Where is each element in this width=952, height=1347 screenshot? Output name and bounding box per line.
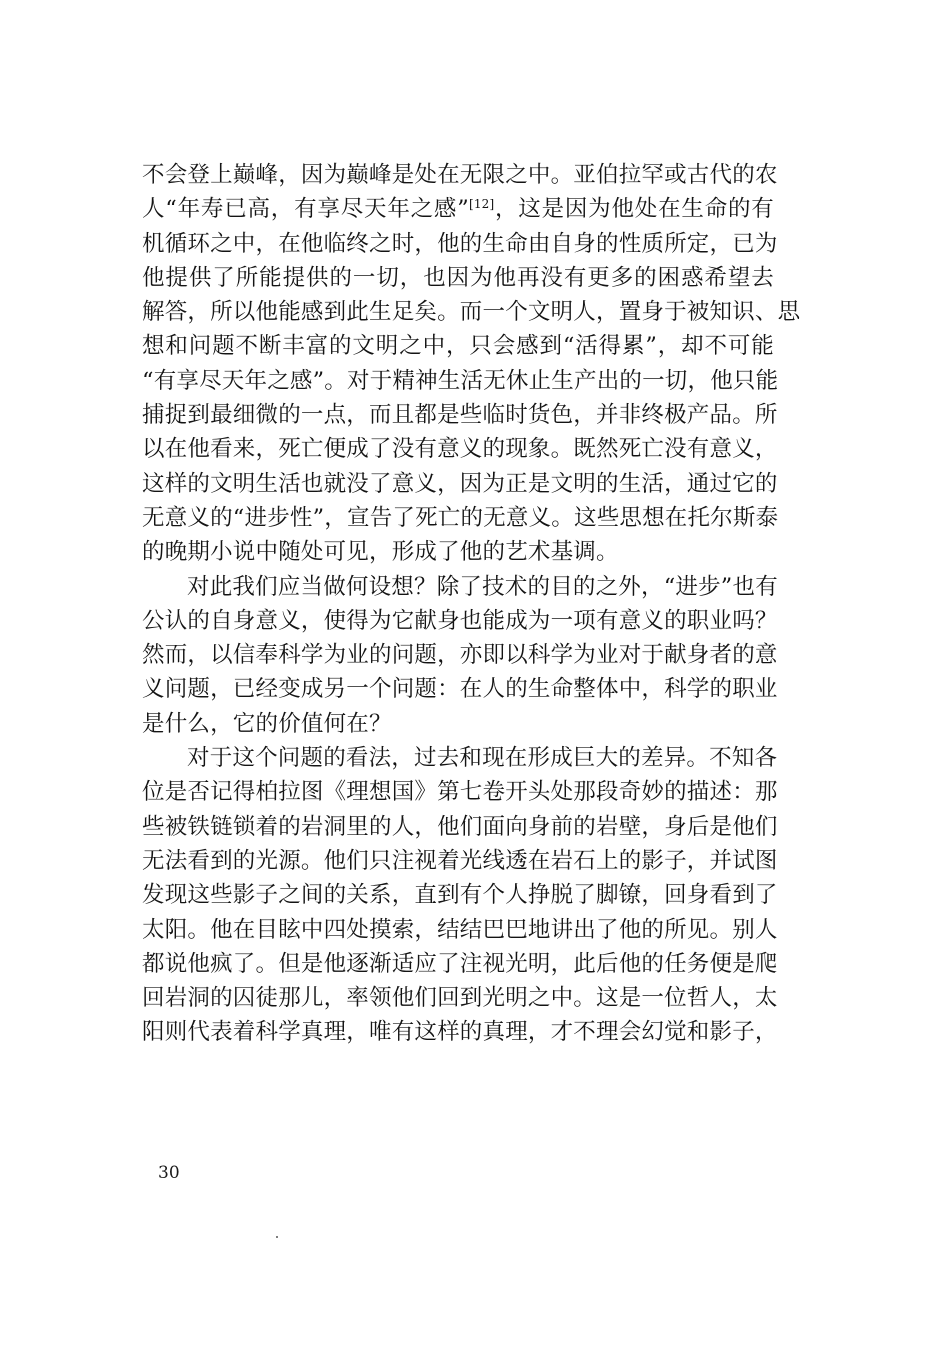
text-line: 对于这个问题的看法，过去和现在形成巨大的差异。不知各 xyxy=(187,745,778,772)
text-line: “有享尽天年之感”。对于精神生活无休止生产出的一切，他只能 xyxy=(142,367,779,394)
text-line: 义问题，已经变成另一个问题：在人的生命整体中，科学的职业 xyxy=(142,676,778,703)
paragraph-1 xyxy=(142,158,801,570)
body-text xyxy=(142,158,801,1050)
text-line: 些被铁链锁着的岩洞里的人，他们面向身前的岩壁，身后是他们 xyxy=(142,813,778,840)
text-line: 他提供了所能提供的一切，也因为他再没有更多的困惑希望去 xyxy=(142,264,774,291)
text-line: 无意义的“进步性”，宣告了死亡的无意义。这些思想在托尔斯泰 xyxy=(142,504,779,531)
text-line: 都说他疯了。但是他逐渐适应了注视光明，此后他的任务便是爬 xyxy=(142,950,778,977)
text-line: 这样的文明生活也就没了意义，因为正是文明的生活，通过它的 xyxy=(142,470,778,497)
text-line: 解答，所以他能感到此生足矣。而一个文明人，置身于被知识、思 xyxy=(142,299,801,326)
text-line: 以在他看来，死亡便成了没有意义的现象。既然死亡没有意义， xyxy=(142,436,778,463)
text-line: 阳则代表着科学真理，唯有这样的真理，才不理会幻觉和影子， xyxy=(142,1019,778,1046)
text-line: 发现这些影子之间的关系，直到有个人挣脱了脚镣，回身看到了 xyxy=(142,882,778,909)
text-line: 的晚期小说中随处可见，形成了他的艺术基调。 xyxy=(142,539,619,566)
paragraph-2 xyxy=(142,570,778,741)
text-line: 捕捉到最细微的一点，而且都是些临时货色，并非终极产品。所 xyxy=(142,402,778,429)
text-line: 机循环之中，在他临终之时，他的生命由自身的性质所定，已为 xyxy=(142,230,778,257)
text-line: 无法看到的光源。他们只注视着光线透在岩石上的影子，并试图 xyxy=(142,847,778,874)
paragraph-3 xyxy=(142,741,778,1050)
text-line: 回岩洞的囚徒那儿，率领他们回到光明之中。这是一位哲人，太 xyxy=(142,985,778,1012)
text-line xyxy=(142,192,774,226)
text-line: 太阳。他在目眩中四处摸索，结结巴巴地讲出了他的所见。别人 xyxy=(142,916,778,943)
text-line: 是什么，它的价值何在？ xyxy=(142,710,392,737)
text-line: 不会登上巅峰，因为巅峰是处在无限之中。亚伯拉罕或古代的农 xyxy=(142,162,778,188)
footnote-marker: [12] xyxy=(468,197,495,212)
text-segment: ，这是因为他处在生命的有 xyxy=(494,196,774,223)
text-line: 公认的自身意义，使得为它献身也能成为一项有意义的职业吗？ xyxy=(142,607,778,634)
text-segment: 人“年寿已高，有享尽天年之感” xyxy=(142,196,469,223)
scan-speck xyxy=(276,1236,278,1238)
page-number: 30 xyxy=(158,1163,180,1183)
text-line: 位是否记得柏拉图《理想国》第七卷开头处那段奇妙的描述：那 xyxy=(142,779,778,806)
text-line: 然而，以信奉科学为业的问题，亦即以科学为业对于献身者的意 xyxy=(142,642,778,669)
text-line: 想和问题不断丰富的文明之中，只会感到“活得累”，却不可能 xyxy=(142,333,774,360)
text-line: 对此我们应当做何设想？除了技术的目的之外，“进步”也有 xyxy=(187,573,778,600)
